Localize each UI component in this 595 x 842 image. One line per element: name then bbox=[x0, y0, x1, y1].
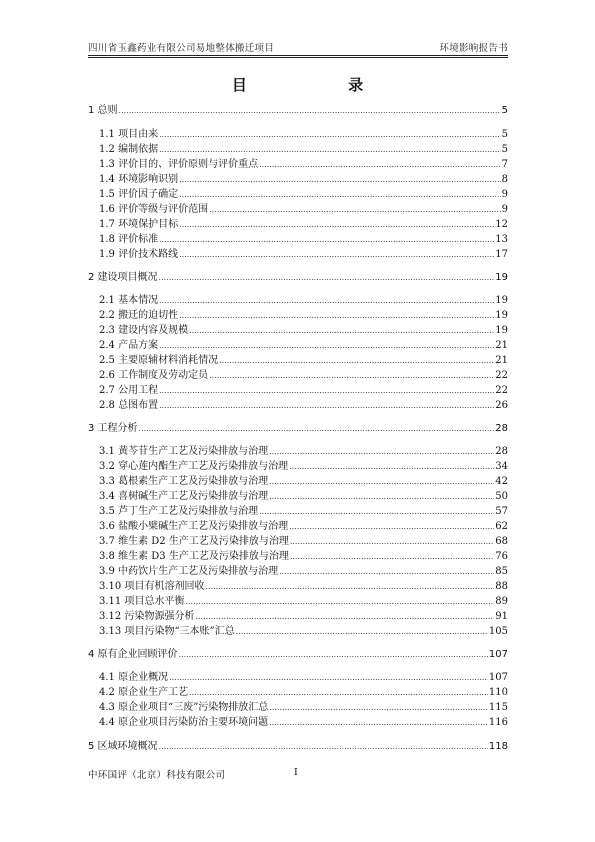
toc-section-entry[interactable] bbox=[88, 354, 508, 368]
toc-dot-leader bbox=[259, 158, 501, 172]
toc-section-entry[interactable] bbox=[88, 445, 508, 459]
toc-entry-label: 3.6 盐酸小檗碱生产工艺及污染排放与治理 bbox=[99, 521, 289, 532]
toc-dot-leader bbox=[179, 188, 501, 202]
toc-entry-label: 1 总则 bbox=[88, 105, 118, 116]
toc-dot-leader bbox=[219, 354, 494, 368]
toc-dot-leader bbox=[269, 445, 494, 459]
toc-dot-leader bbox=[159, 384, 494, 398]
toc-chapter-entry[interactable] bbox=[88, 271, 508, 285]
toc-dot-leader bbox=[179, 248, 494, 262]
toc-dot-leader bbox=[205, 580, 494, 594]
toc-entry-page: 22 bbox=[495, 370, 508, 381]
toc-section-entry[interactable] bbox=[88, 565, 508, 579]
toc-entry-page: 34 bbox=[495, 461, 508, 472]
toc-entry-page: 5 bbox=[501, 144, 508, 155]
toc-entry-page: 19 bbox=[495, 272, 508, 283]
toc-entry-page: 89 bbox=[495, 596, 508, 607]
toc-dot-leader bbox=[189, 324, 494, 338]
header-project-name: 四川省玉鑫药业有限公司易地整体搬迁项目 bbox=[88, 43, 275, 54]
toc-entry-page: 13 bbox=[495, 234, 508, 245]
toc-entry-label: 3.11 项目总水平衡 bbox=[99, 596, 185, 607]
toc-section-entry[interactable] bbox=[88, 595, 508, 609]
toc-section-entry[interactable] bbox=[88, 369, 508, 383]
header-rule-thin bbox=[88, 57, 508, 58]
toc-dot-leader bbox=[159, 740, 488, 754]
toc-entry-page: 68 bbox=[495, 536, 508, 547]
toc-entry-page: 26 bbox=[495, 400, 508, 411]
toc-dot-leader bbox=[209, 369, 494, 383]
toc-entry-label: 2.8 总图布置 bbox=[99, 400, 159, 411]
toc-entry-page: 7 bbox=[501, 159, 508, 170]
toc-entry-label: 3.4 喜树碱生产工艺及污染排放与治理 bbox=[99, 491, 269, 502]
toc-dot-leader bbox=[269, 701, 488, 715]
toc-entry-label: 1.7 环境保护目标 bbox=[99, 219, 179, 230]
toc-section-entry[interactable] bbox=[88, 173, 508, 187]
toc-dot-leader bbox=[290, 550, 494, 564]
toc-entry-label: 1.4 环境影响识别 bbox=[99, 174, 179, 185]
toc-chapter-entry[interactable] bbox=[88, 648, 508, 662]
toc-entry-label: 4 原有企业回顾评价 bbox=[88, 649, 178, 660]
toc-entry-label: 2.5 主要原辅材料消耗情况 bbox=[99, 355, 219, 366]
header-report-type: 环境影响报告书 bbox=[439, 43, 508, 54]
toc-dot-leader bbox=[159, 294, 494, 308]
toc-entry-page: 42 bbox=[495, 476, 508, 487]
toc-dot-leader bbox=[185, 595, 494, 609]
toc-entry-page: 21 bbox=[495, 340, 508, 351]
toc-dot-leader bbox=[159, 339, 494, 353]
toc-entry-page: 116 bbox=[488, 717, 508, 728]
toc-entry-page: 91 bbox=[495, 611, 508, 622]
toc-dot-leader bbox=[119, 104, 501, 118]
toc-entry-label: 2 建设项目概况 bbox=[88, 272, 158, 283]
toc-entry-page: 21 bbox=[495, 355, 508, 366]
toc-entry-page: 88 bbox=[495, 581, 508, 592]
toc-section-entry[interactable] bbox=[88, 490, 508, 504]
footer-page-number: I bbox=[294, 767, 298, 778]
toc-entry-page: 9 bbox=[501, 189, 508, 200]
toc-entry-label: 3.10 项目有机溶剂回收 bbox=[99, 581, 205, 592]
toc-section-entry[interactable] bbox=[88, 520, 508, 534]
toc-dot-leader bbox=[269, 716, 488, 730]
toc-entry-label: 2.1 基本情况 bbox=[99, 295, 159, 306]
toc-entry-label: 3.3 葛根素生产工艺及污染排放与治理 bbox=[99, 476, 269, 487]
toc-dot-leader bbox=[269, 490, 494, 504]
toc-dot-leader bbox=[236, 625, 488, 639]
toc-entry-page: 19 bbox=[495, 295, 508, 306]
toc-entry-label: 4.2 原企业生产工艺 bbox=[99, 687, 189, 698]
footer-company-name: 中环国评（北京）科技有限公司 bbox=[88, 770, 226, 781]
toc-dot-leader bbox=[179, 218, 494, 232]
toc-dot-leader bbox=[179, 648, 488, 662]
header-rule bbox=[88, 55, 508, 56]
toc-entry-label: 5 区域环境概况 bbox=[88, 741, 158, 752]
toc-dot-leader bbox=[195, 610, 494, 624]
toc-section-entry[interactable] bbox=[88, 686, 508, 700]
toc-section-entry[interactable] bbox=[88, 294, 508, 308]
toc-dot-leader bbox=[139, 422, 495, 436]
toc-dot-leader bbox=[289, 460, 494, 474]
toc-dot-leader bbox=[179, 173, 501, 187]
toc-entry-page: 28 bbox=[495, 446, 508, 457]
toc-dot-leader bbox=[159, 271, 495, 285]
toc-entry-page: 107 bbox=[488, 649, 508, 660]
toc-entry-label: 4.4 原企业项目污染防治主要环境问题 bbox=[99, 717, 269, 728]
toc-section-entry[interactable] bbox=[88, 505, 508, 519]
toc-entry-label: 3.8 维生素 D3 生产工艺及污染排放与治理 bbox=[99, 551, 289, 562]
toc-entry-label: 3.1 黄芩苷生产工艺及污染排放与治理 bbox=[99, 446, 269, 457]
toc-entry-label: 3.2 穿心莲内酯生产工艺及污染排放与治理 bbox=[99, 461, 289, 472]
toc-section-entry[interactable] bbox=[88, 158, 508, 172]
toc-entry-label: 2.2 搬迁的迫切性 bbox=[99, 310, 179, 321]
toc-entry-page: 50 bbox=[495, 491, 508, 502]
page-footer bbox=[88, 767, 508, 781]
toc-entry-page: 62 bbox=[495, 521, 508, 532]
toc-section-entry[interactable] bbox=[88, 309, 508, 323]
toc-entry-page: 105 bbox=[488, 626, 508, 637]
toc-entry-page: 115 bbox=[488, 702, 508, 713]
toc-dot-leader bbox=[159, 143, 501, 157]
toc-chapter-entry[interactable] bbox=[88, 104, 508, 118]
toc-entry-label: 1.8 评价标准 bbox=[99, 234, 159, 245]
toc-section-entry[interactable] bbox=[88, 128, 508, 142]
toc-entry-label: 3.7 维生素 D2 生产工艺及污染排放与治理 bbox=[99, 536, 289, 547]
toc-section-entry[interactable] bbox=[88, 324, 508, 338]
toc-entry-label: 4.1 原企业概况 bbox=[99, 672, 169, 683]
toc-dot-leader bbox=[159, 399, 494, 413]
toc-entry-page: 107 bbox=[488, 672, 508, 683]
toc-section-entry[interactable] bbox=[88, 143, 508, 157]
toc-section-entry[interactable] bbox=[88, 188, 508, 202]
toc-dot-leader bbox=[179, 309, 494, 323]
toc-section-entry[interactable] bbox=[88, 550, 508, 564]
toc-section-entry[interactable] bbox=[88, 248, 508, 262]
toc-entry-label: 1.2 编制依据 bbox=[99, 144, 159, 155]
toc-section-entry[interactable] bbox=[88, 625, 508, 639]
toc-entry-page: 28 bbox=[495, 423, 508, 434]
toc-entry-label: 4.3 原企业项目“三废”污染物排放汇总 bbox=[99, 702, 269, 713]
toc-section-entry[interactable] bbox=[88, 399, 508, 413]
toc-entry-page: 85 bbox=[495, 566, 508, 577]
toc-dot-leader bbox=[159, 128, 501, 142]
toc-section-entry[interactable] bbox=[88, 203, 508, 217]
toc-entry-label: 2.3 建设内容及规模 bbox=[99, 325, 189, 336]
toc-dot-leader bbox=[159, 233, 494, 247]
toc-section-entry[interactable] bbox=[88, 716, 508, 730]
toc-entry-page: 19 bbox=[495, 310, 508, 321]
toc-entry-page: 12 bbox=[495, 219, 508, 230]
toc-dot-leader bbox=[169, 671, 488, 685]
toc-dot-leader bbox=[209, 203, 501, 217]
toc-section-entry[interactable] bbox=[88, 671, 508, 685]
toc-entry-page: 22 bbox=[495, 385, 508, 396]
toc-chapter-entry[interactable] bbox=[88, 740, 508, 754]
toc-entry-label: 1.3 评价目的、评价原则与评价重点 bbox=[99, 159, 259, 170]
toc-dot-leader bbox=[259, 505, 494, 519]
toc-section-entry[interactable] bbox=[88, 475, 508, 489]
toc-section-entry[interactable] bbox=[88, 460, 508, 474]
toc-entry-page: 8 bbox=[501, 174, 508, 185]
toc-entry-label: 3.13 项目污染物“三本账”汇总 bbox=[99, 626, 235, 637]
toc-chapter-entry[interactable] bbox=[88, 422, 508, 436]
toc-dot-leader bbox=[289, 520, 494, 534]
toc-entry-page: 19 bbox=[495, 325, 508, 336]
toc-entry-page: 5 bbox=[501, 105, 508, 116]
toc-entry-label: 1.5 评价因子确定 bbox=[99, 189, 179, 200]
toc-entry-label: 1.9 评价技术路线 bbox=[99, 249, 179, 260]
toc-entry-label: 3 工程分析 bbox=[88, 423, 138, 434]
toc-entry-label: 3.9 中药饮片生产工艺及污染排放与治理 bbox=[99, 566, 279, 577]
toc-dot-leader bbox=[279, 565, 494, 579]
toc-entry-page: 110 bbox=[488, 687, 508, 698]
toc-section-entry[interactable] bbox=[88, 580, 508, 594]
toc-entry-label: 3.5 芦丁生产工艺及污染排放与治理 bbox=[99, 506, 259, 517]
toc-entry-label: 2.4 产品方案 bbox=[99, 340, 159, 351]
toc-dot-leader bbox=[269, 475, 494, 489]
toc-section-entry[interactable] bbox=[88, 701, 508, 715]
toc-title: 目 录 bbox=[231, 76, 412, 94]
toc-entry-label: 2.7 公用工程 bbox=[99, 385, 159, 396]
toc-entry-label: 1.6 评价等级与评价范围 bbox=[99, 204, 209, 215]
toc-entry-page: 118 bbox=[488, 741, 508, 752]
toc-dot-leader bbox=[189, 686, 488, 700]
toc-entry-page: 9 bbox=[501, 204, 508, 215]
toc-section-entry[interactable] bbox=[88, 535, 508, 549]
toc-entry-label: 2.6 工作制度及劳动定员 bbox=[99, 370, 209, 381]
page-header bbox=[88, 40, 508, 54]
toc-entry-page: 17 bbox=[495, 249, 508, 260]
toc-section-entry[interactable] bbox=[88, 233, 508, 247]
toc-entry-page: 5 bbox=[501, 129, 508, 140]
toc-section-entry[interactable] bbox=[88, 339, 508, 353]
toc-section-entry[interactable] bbox=[88, 610, 508, 624]
toc-dot-leader bbox=[290, 535, 494, 549]
toc-entry-page: 76 bbox=[495, 551, 508, 562]
toc-entry-label: 3.12 污染物源强分析 bbox=[99, 611, 195, 622]
toc-entry-page: 57 bbox=[495, 506, 508, 517]
toc-entry-label: 1.1 项目由来 bbox=[99, 129, 159, 140]
toc-section-entry[interactable] bbox=[88, 384, 508, 398]
toc-section-entry[interactable] bbox=[88, 218, 508, 232]
